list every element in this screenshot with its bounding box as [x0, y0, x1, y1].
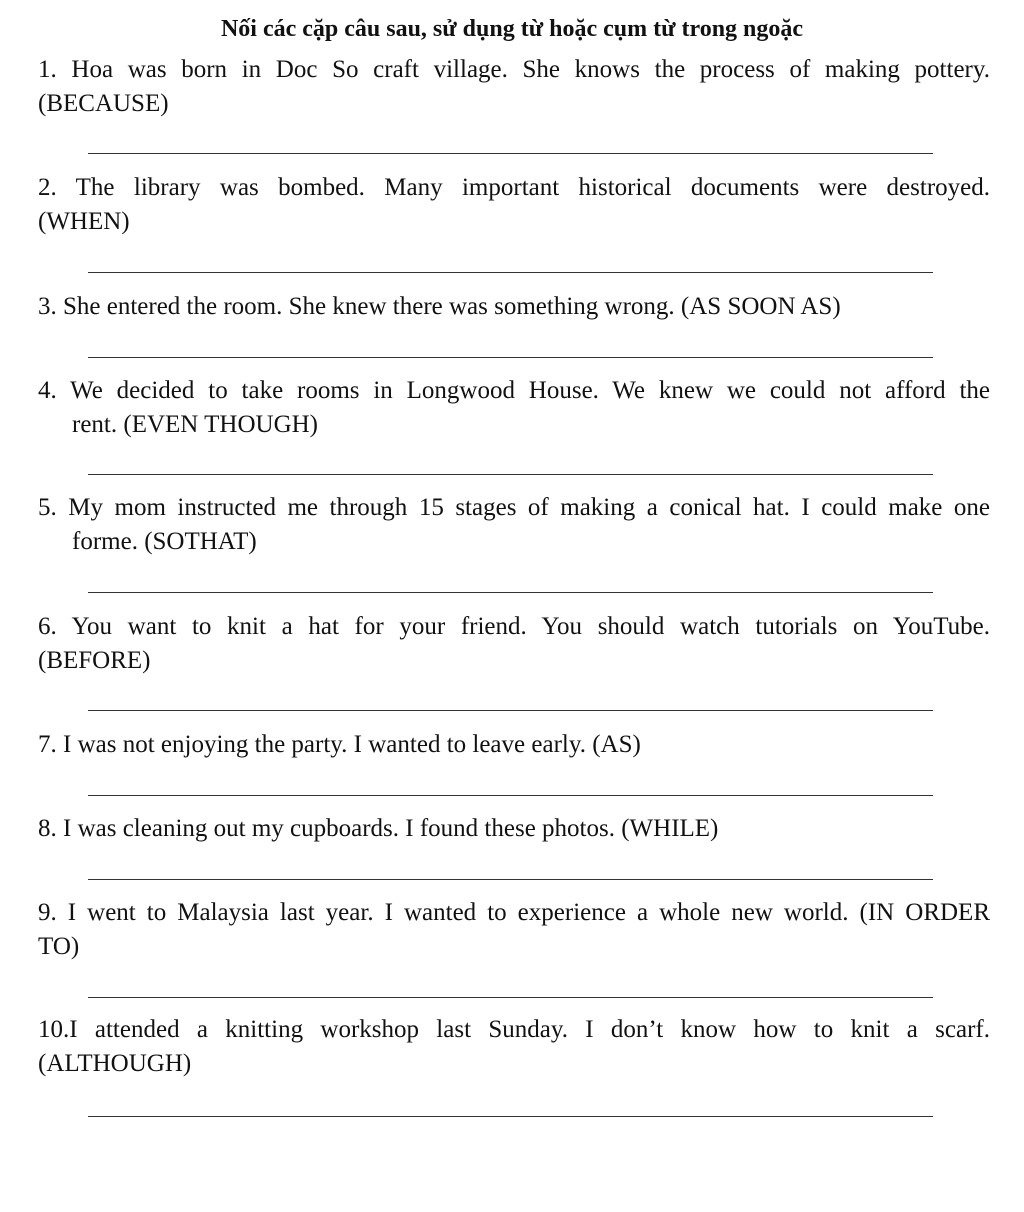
question-7 [38, 728, 990, 762]
question-4 [38, 374, 990, 442]
answer-line-2[interactable] [88, 272, 933, 273]
question-5-text: 5. My mom instructed me through 15 stages of making a conical hat. I could make one [38, 494, 990, 521]
question-3-text: 3. She entered the room. She knew there was something wrong. (AS SOON AS) [38, 293, 841, 320]
question-9-connector: TO) [38, 933, 80, 960]
answer-line-6[interactable] [88, 710, 933, 711]
answer-line-9[interactable] [88, 997, 933, 998]
question-1-text: 1. Hoa was born in Doc So craft village. She knows the process of making pottery. [38, 56, 990, 83]
answer-line-7[interactable] [88, 795, 933, 796]
question-1 [38, 53, 990, 121]
question-10 [38, 1013, 990, 1081]
question-1-connector: (BECAUSE) [38, 90, 169, 117]
question-10-text: 10.I attended a knitting workshop last Sunday. I don’t know how to knit a scarf. [38, 1016, 990, 1043]
question-4-text: 4. We decided to take rooms in Longwood House. We knew we could not afford the [38, 377, 990, 404]
question-9 [38, 896, 990, 964]
answer-line-8[interactable] [88, 879, 933, 880]
answer-line-4[interactable] [88, 474, 933, 475]
question-2 [38, 171, 990, 239]
question-5 [38, 491, 990, 559]
question-10-connector: (ALTHOUGH) [38, 1050, 192, 1077]
question-6-text: 6. You want to knit a hat for your friend. You should watch tutorials on YouTube. [38, 613, 990, 640]
answer-line-10[interactable] [88, 1116, 933, 1117]
worksheet-title: Nối các cặp câu sau, sử dụng từ hoặc cụm từ trong ngoặc [220, 16, 804, 42]
question-3 [38, 290, 990, 324]
question-6 [38, 610, 990, 678]
answer-line-3[interactable] [88, 357, 933, 358]
question-7-text: 7. I was not enjoying the party. I wanted to leave early. (AS) [38, 731, 641, 758]
question-6-connector: (BEFORE) [38, 647, 151, 674]
answer-line-1[interactable] [88, 153, 933, 154]
question-8 [38, 812, 990, 846]
question-4-connector: rent. (EVEN THOUGH) [72, 411, 319, 438]
question-2-connector: (WHEN) [38, 208, 130, 235]
question-8-text: 8. I was cleaning out my cupboards. I found these photos. (WHILE) [38, 815, 719, 842]
question-9-text: 9. I went to Malaysia last year. I wanted to experience a whole new world. (IN ORDER [38, 899, 990, 926]
answer-line-5[interactable] [88, 592, 933, 593]
question-2-text: 2. The library was bombed. Many important historical documents were destroyed. [38, 174, 990, 201]
question-5-connector: forme. (SOTHAT) [72, 528, 257, 555]
